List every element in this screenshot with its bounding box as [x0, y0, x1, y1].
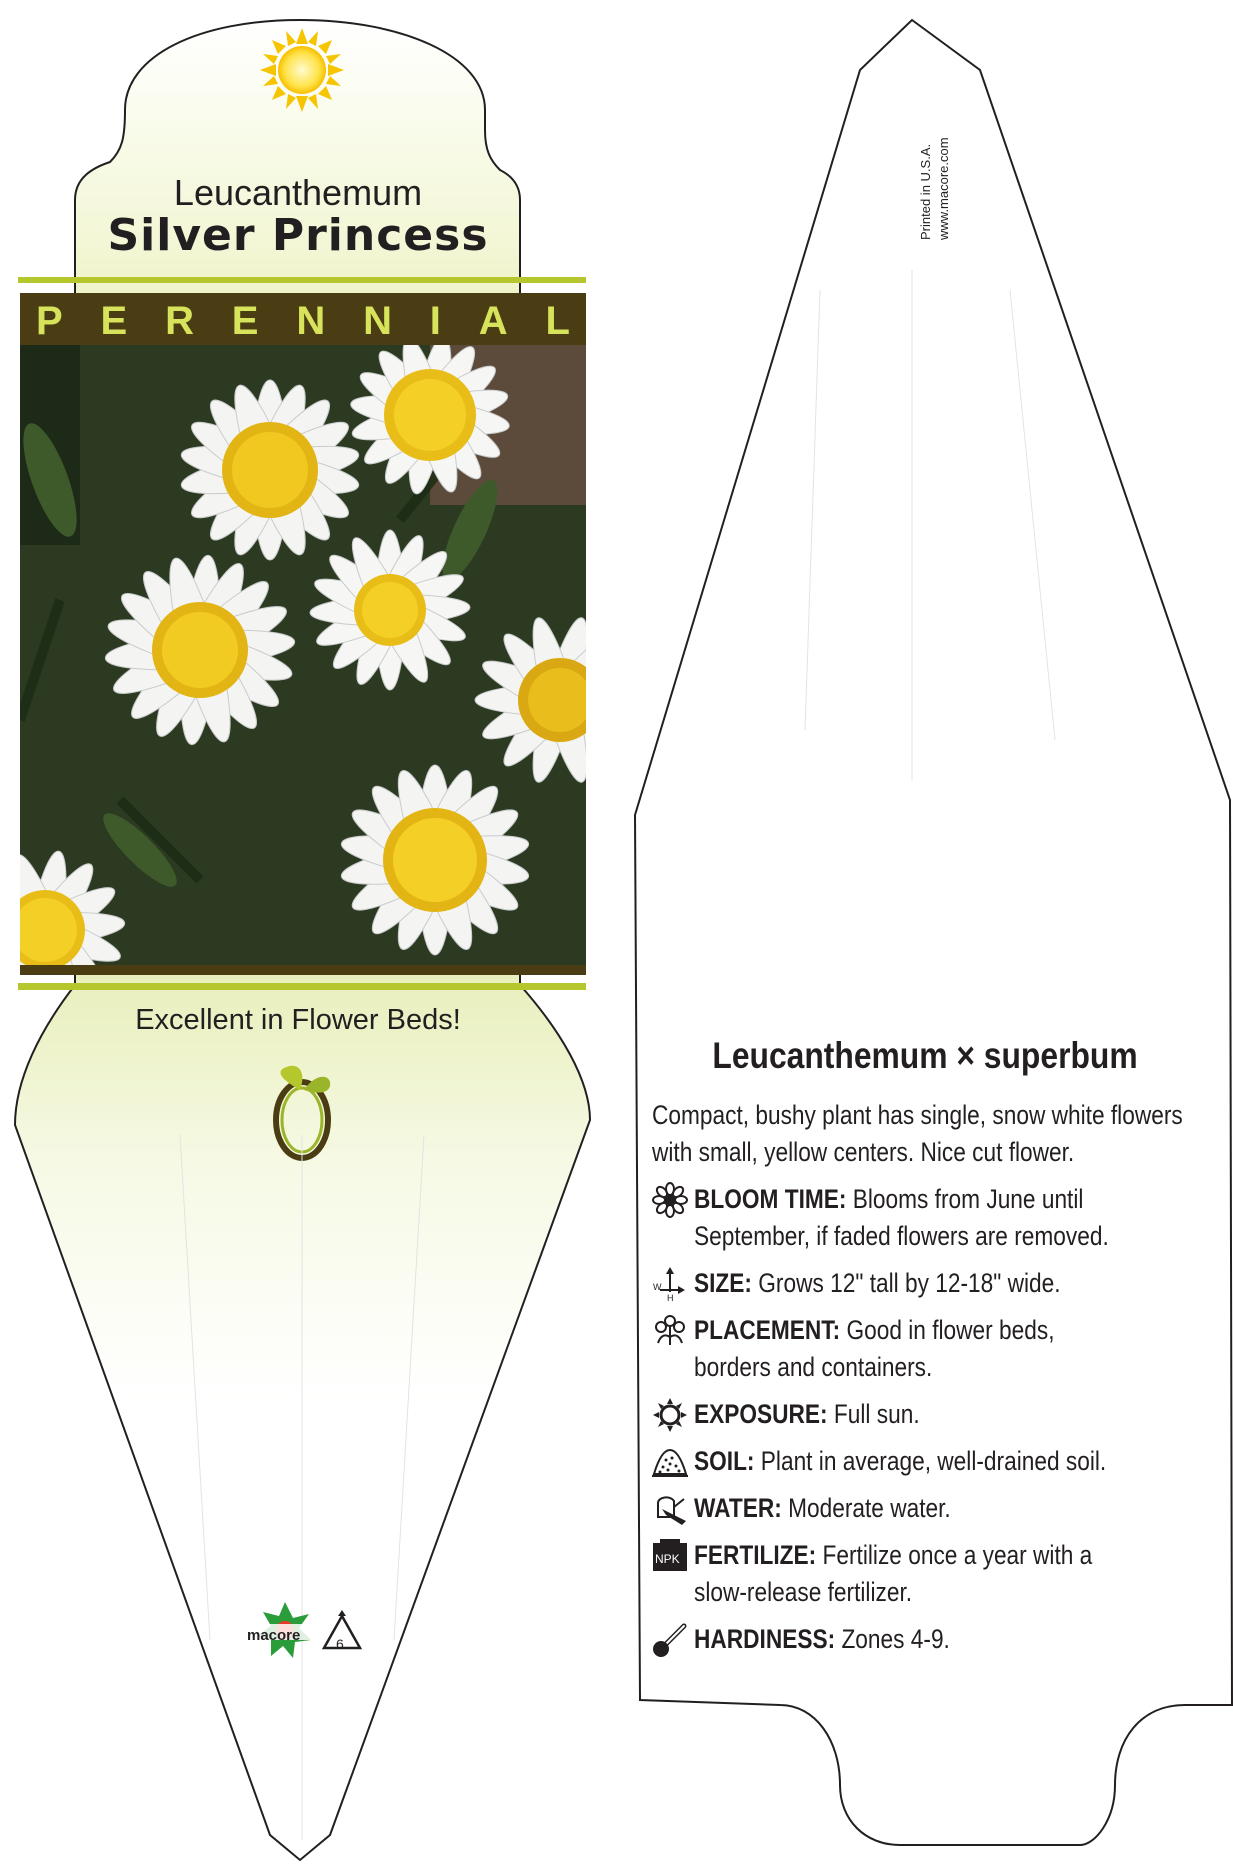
flower-icon: [652, 1182, 688, 1218]
care-label: HARDINESS:: [694, 1624, 836, 1654]
perennial-letter: E: [231, 298, 259, 343]
perennial-band: [22, 296, 584, 346]
front-cultivar-name: Silver Princess: [107, 210, 489, 261]
watering-can-icon: [652, 1491, 688, 1527]
soil-pile-icon: [652, 1444, 688, 1480]
care-row-placement: [652, 1312, 1197, 1386]
care-label: SOIL:: [694, 1446, 755, 1476]
care-row-fertilize: [652, 1537, 1197, 1611]
care-label: EXPOSURE:: [694, 1399, 828, 1429]
perennial-letter: N: [296, 298, 326, 343]
care-label: WATER:: [694, 1493, 782, 1523]
npk-icon: [652, 1538, 688, 1574]
care-text: Grows 12" tall by 12-18" wide.: [758, 1268, 1061, 1298]
sun-outline-icon: [652, 1397, 688, 1433]
care-label: FERTILIZE:: [694, 1540, 817, 1570]
front-tagline: Excellent in Flower Beds!: [135, 1004, 461, 1036]
care-row-size: [652, 1265, 1197, 1302]
perennial-letter: I: [429, 298, 441, 343]
printer-info: [900, 90, 960, 250]
care-row-bloom: [652, 1181, 1197, 1255]
svg-text:H: H: [667, 1293, 674, 1302]
care-row-soil: [652, 1443, 1197, 1480]
botanical-name: Leucanthemum × superbum: [712, 1035, 1138, 1076]
care-row-hardiness: [652, 1621, 1197, 1658]
care-label: SIZE:: [694, 1268, 752, 1298]
placement-plant-icon: [652, 1313, 688, 1349]
printed-in-text: Printed in U.S.A.: [918, 143, 933, 240]
perennial-letter: E: [100, 298, 128, 343]
care-text: Full sun.: [833, 1399, 920, 1429]
care-text: Plant in average, well-drained soil.: [760, 1446, 1107, 1476]
perennial-letter: R: [165, 298, 194, 343]
care-row-exposure: [652, 1396, 1197, 1433]
care-text: Zones 4-9.: [841, 1624, 950, 1654]
care-row-water: [652, 1490, 1197, 1527]
recycle-code: 6: [336, 1636, 344, 1652]
care-text: Fertilize once a year with a slow-release fertilizer.: [694, 1540, 1093, 1607]
macore-logo-text: macore: [247, 1627, 301, 1644]
care-text: Good in flower beds, borders and containers.: [694, 1315, 1055, 1382]
perennial-letter: N: [363, 298, 392, 343]
flower-photo: [0, 333, 645, 1011]
perennial-letter: L: [545, 298, 570, 343]
svg-text:NPK: NPK: [655, 1552, 680, 1566]
perennial-letter: P: [36, 298, 63, 343]
front-genus-name: Leucanthemum: [173, 172, 423, 213]
website-text: www.macore.com: [936, 137, 951, 240]
size-arrows-icon: [652, 1266, 688, 1302]
care-label: PLACEMENT:: [694, 1315, 841, 1345]
plant-description-block: [652, 1097, 1197, 1658]
plant-description: Compact, bushy plant has single, snow white flowers with small, yellow centers. Nice cut flower.: [652, 1100, 1183, 1167]
svg-text:W: W: [653, 1282, 662, 1292]
care-label: BLOOM TIME:: [694, 1184, 847, 1214]
sun-icon: [260, 28, 344, 112]
thermometer-icon: [652, 1622, 688, 1658]
care-text: Moderate water.: [788, 1493, 951, 1523]
care-text: Blooms from June until September, if faded flowers are removed.: [694, 1184, 1109, 1251]
perennial-letter: A: [478, 298, 508, 343]
